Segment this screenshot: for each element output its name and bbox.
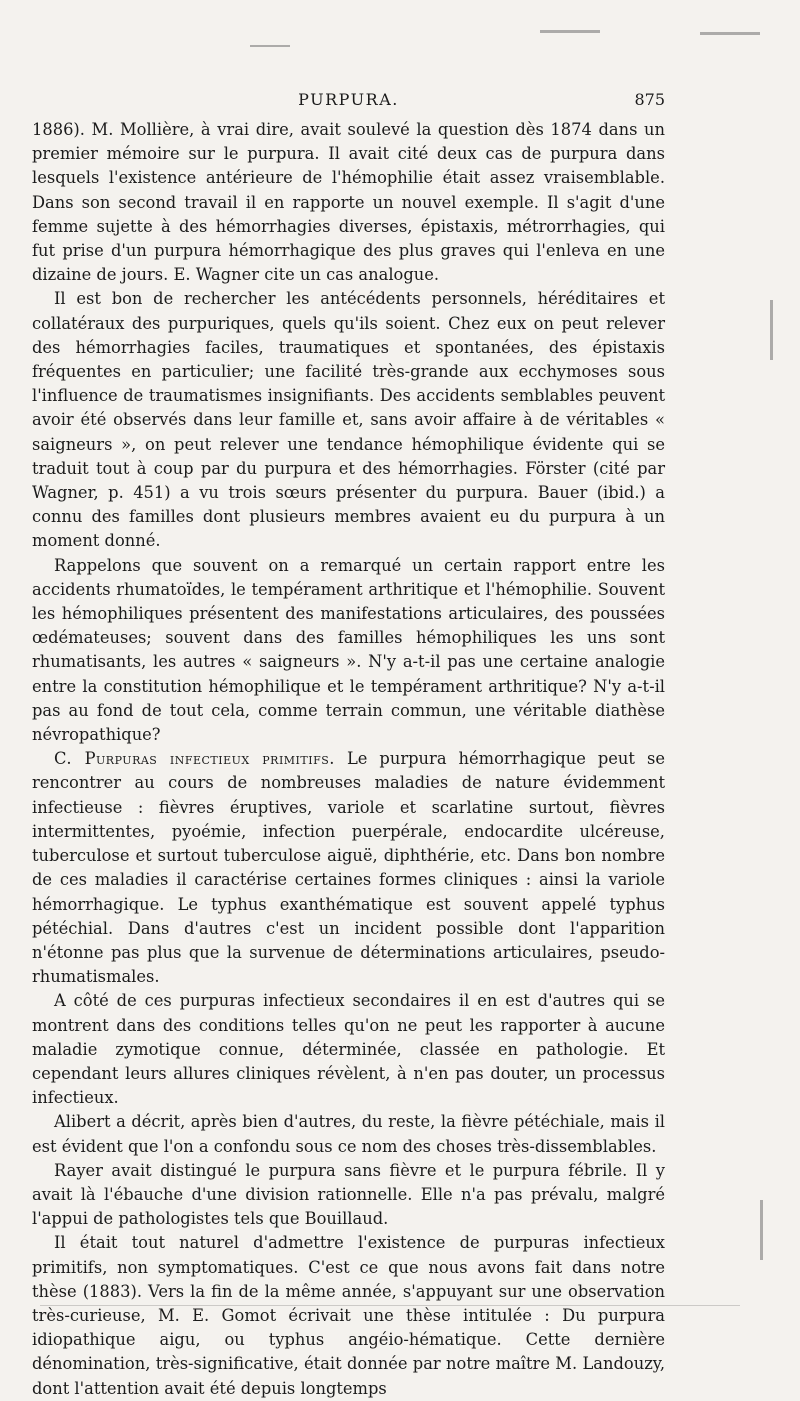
paragraph: Il était tout naturel d'admettre l'existence de purpuras infectieux primitifs, non symptomatiques. C'est ce que nous avons fait dans notre thèse (1883). Vers la fin de la même année, s'appuyant sur une observation très-curieuse, M. E. Gomot écrivait une thèse intitulée : Du purpura idiopathique aigu, ou typhus angéio-hématique. Cette dernière dénomination, très-significative, était donnée par notre maître M. Landouzy, dont l'attention avait été depuis longtemps xyxy=(32,1233,665,1398)
paragraph: Alibert a décrit, après bien d'autres, du reste, la fièvre pétéchiale, mais il est évident que l'on a confondu sous ce nom des choses très-dissemblables. xyxy=(32,1112,665,1156)
running-title: PURPURA. xyxy=(298,90,399,109)
paragraph-text: Le purpura hémorrhagique peut se rencontrer au cours de nombreuses maladies de nature évidemment infectieuse : fièvres éruptives, variole et scarlatine surtout, fièvres intermittentes, pyoémie, infection puerpérale, endocardite ulcéreuse, tuberculose et surtout tuberculose aiguë, diphthérie, etc. Dans bon nombre de ces maladies il caractérise certaines formes cliniques : ainsi la variole hémorrhagique. Le typhus exanthématique est souvent appelé typhus pétéchial. Dans d'autres c'est un incident possible dont l'apparition n'étonne pas plus que la survenue de déterminations articulaires, pseudo-rhumatismales. xyxy=(32,749,665,987)
body-text xyxy=(32,118,665,1401)
scan-speck xyxy=(250,45,290,47)
section-heading: C. Purpuras infectieux primitifs. xyxy=(54,749,335,769)
paragraph: Rayer avait distingué le purpura sans fièvre et le purpura fébrile. Il y avait là l'ébauche d'une division rationnelle. Elle n'a pas prévalu, malgré l'appui de pathologistes tels que Bouillaud. xyxy=(32,1160,665,1229)
scan-speck xyxy=(760,1200,763,1260)
paragraph: 1886). M. Mollière, à vrai dire, avait soulevé la question dès 1874 dans un premier mémoire sur le purpura. Il avait cité deux cas de purpura dans lesquels l'existence antérieure de l'hémophilie était assez vraisemblable. Dans son second travail il en rapporte un nouvel exemple. Il s'agit d'une femme sujette à des hémorrhagies diverses, épistaxis, métrorrhagies, qui fut prise d'un purpura hémorrhagique des plus graves qui l'enleva en une dizaine de jours. E. Wagner cite un cas analogue. xyxy=(32,120,665,285)
scan-speck xyxy=(540,30,600,33)
running-header xyxy=(32,90,665,114)
page-number: 875 xyxy=(634,90,665,109)
paragraph: Il est bon de rechercher les antécédents personnels, héréditaires et collatéraux des purpuriques, quels qu'ils soient. Chez eux on peut relever des hémorrhagies faciles, traumatiques et spontanées, des épistaxis fréquentes en particulier; une facilité très-grande aux ecchymoses sous l'influence de traumatismes insignifiants. Des accidents semblables peuvent avoir été observés dans leur famille et, sans avoir affaire à de véritables « saigneurs », on peut relever une tendance hémophilique évidente qui se traduit tout à coup par du purpura et des hémorrhagies. Förster (cité par Wagner, p. 451) a vu trois sœurs présenter du purpura. Bauer (ibid.) a connu des familles dont plusieurs membres avaient eu du purpura à un moment donné. xyxy=(32,289,665,551)
paragraph: A côté de ces purpuras infectieux secondaires il en est d'autres qui se montrent dans des conditions telles qu'on ne peut les rapporter à aucune maladie zymotique connue, déterminée, classée en pathologie. Et cependant leurs allures cliniques révèlent, à n'en pas douter, un processus infectieux. xyxy=(32,991,665,1108)
scan-speck xyxy=(40,1305,740,1306)
paragraph-with-heading xyxy=(32,747,665,989)
scan-speck xyxy=(770,300,773,360)
paragraph: Rappelons que souvent on a remarqué un certain rapport entre les accidents rhumatoïdes, le tempérament arthritique et l'hémophilie. Souvent les hémophiliques présentent des manifestations articulaires, des poussées œdémateuses; souvent dans des familles hémophiliques les uns sont rhumatisants, les autres « saigneurs ». N'y a-t-il pas une certaine analogie entre la constitution hémophilique et le tempérament arthritique? N'y a-t-il pas au fond de tout cela, comme terrain commun, une véritable diathèse névropathique? xyxy=(32,555,665,745)
scan-speck xyxy=(700,32,760,35)
